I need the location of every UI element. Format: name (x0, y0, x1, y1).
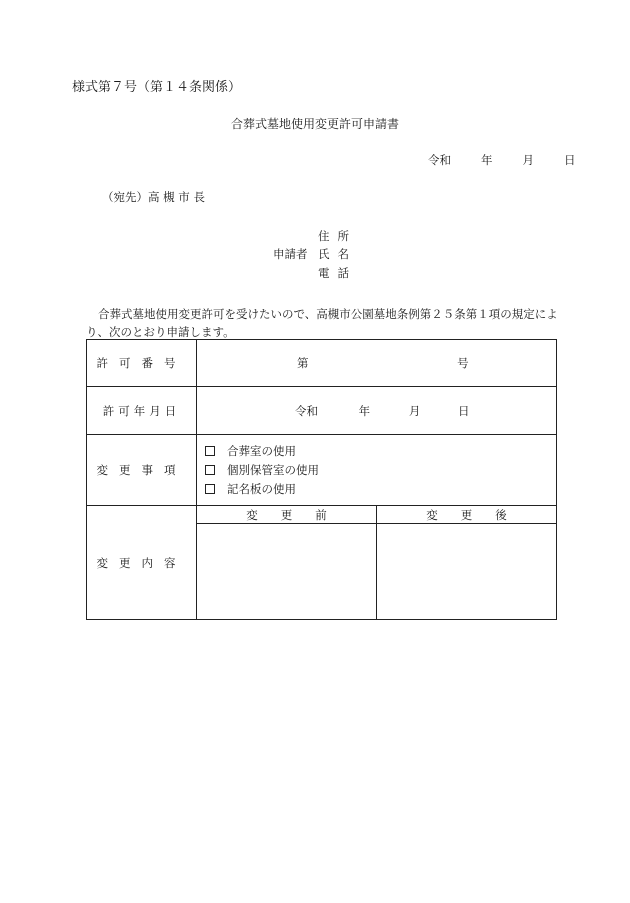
date-month: 月 (522, 153, 534, 167)
before-change-field[interactable] (197, 524, 377, 620)
after-change-header: 変 更 後 (377, 506, 557, 524)
date-year: 年 (481, 153, 493, 167)
change-item[interactable]: 記名板の使用 (197, 480, 556, 499)
permit-date-label: 許可年月日 (87, 387, 197, 435)
permit-date-day: 日 (457, 403, 470, 418)
permit-date-month: 月 (408, 403, 421, 418)
date-era: 令和 (428, 153, 451, 167)
permit-date-era: 令和 (295, 403, 318, 418)
change-item[interactable]: 合葬室の使用 (197, 442, 556, 461)
change-details-grid (197, 506, 557, 620)
date-day: 日 (564, 153, 576, 167)
permit-number-suffix: 号 (457, 356, 469, 370)
checkbox-icon[interactable] (205, 484, 215, 494)
phone-label: 電話 (318, 266, 357, 280)
permit-date-year: 年 (358, 403, 371, 418)
name-label: 氏名 (318, 247, 357, 261)
permit-date-field[interactable] (197, 387, 557, 435)
after-change-field[interactable] (377, 524, 557, 620)
applicant-label: 申請者 (273, 247, 308, 261)
change-items-label: 変更事項 (87, 435, 197, 506)
change-item[interactable]: 個別保管室の使用 (197, 461, 556, 480)
checkbox-icon[interactable] (205, 446, 215, 456)
checkbox-icon[interactable] (205, 465, 215, 475)
before-change-header: 変 更 前 (197, 506, 377, 524)
document-title: 合葬式墓地使用変更許可申請書 (230, 117, 399, 131)
permit-number-label: 許可番号 (87, 340, 197, 387)
application-statement: 合葬式墓地使用変更許可を受けたいので、高槻市公園墓地条例第２５条第１項の規定により、次のとおり申請します。 (86, 307, 558, 339)
form-number: 様式第７号（第１４条関係） (72, 80, 242, 95)
permit-number-prefix: 第 (297, 356, 309, 370)
address-label: 住所 (318, 229, 357, 243)
permit-number-field[interactable] (197, 340, 557, 387)
change-items-list (197, 435, 557, 506)
application-table (86, 339, 557, 620)
change-details-label: 変更内容 (87, 506, 197, 620)
addressee: （宛先）高 槻 市 長 (102, 190, 205, 204)
application-date (428, 155, 576, 167)
